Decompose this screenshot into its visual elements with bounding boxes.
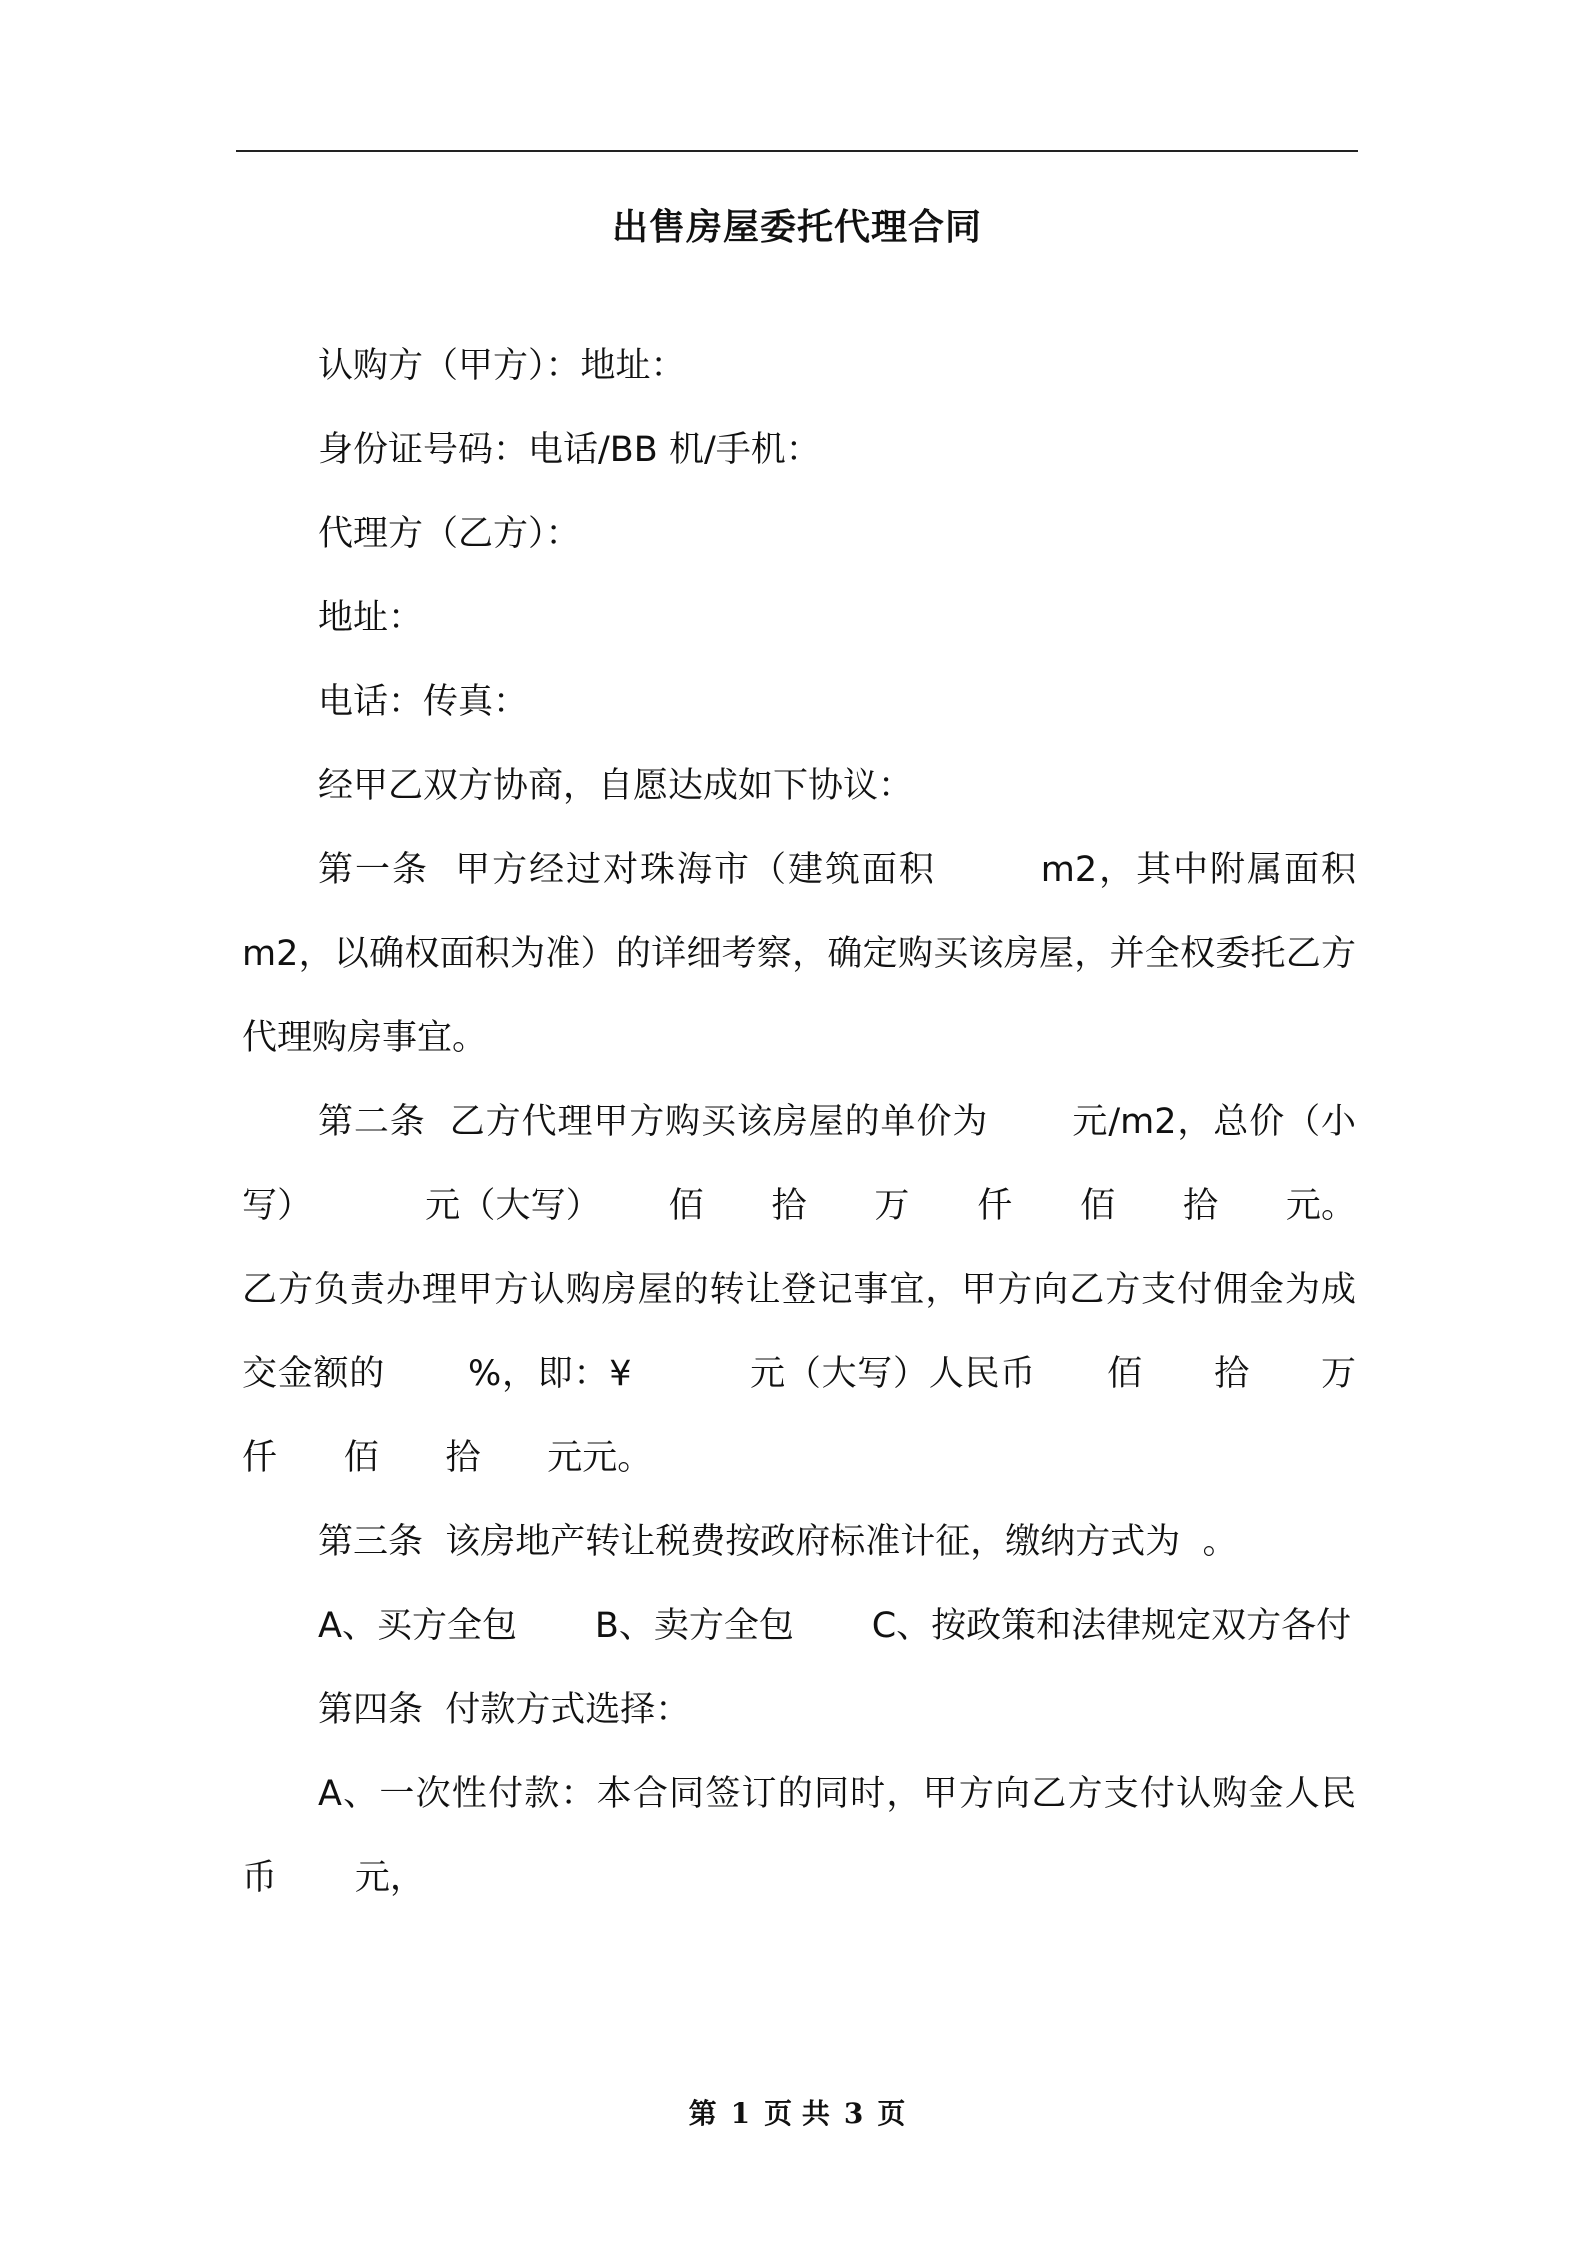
- header-rule: [236, 150, 1358, 152]
- document-title: 出售房屋委托代理合同: [611, 207, 982, 248]
- paragraph-agent-phone-fax: 电话：传真：: [318, 682, 529, 722]
- paragraph-agreement-intro: 经甲乙双方协商，自愿达成如下协议：: [318, 766, 914, 806]
- paragraph-agent-address: 地址：: [318, 598, 424, 638]
- tax-payment-options: A、买方全包 B、卖方全包 C、按政策和法律规定双方各付: [318, 1606, 1352, 1646]
- article-four: 第四条 付款方式选择：: [318, 1690, 691, 1730]
- footer-current-page: 1: [730, 2097, 751, 2130]
- article-three: 第三条 该房地产转让税费按政府标准计征，缴纳方式为 。: [318, 1522, 1238, 1562]
- paragraph-agent: 代理方（乙方）：: [318, 514, 581, 554]
- article-two: 第二条 乙方代理甲方购买该房屋的单价为 元/m2，总价（小写） 元（大写） 佰 拾 万 仟 佰 拾 元。乙方负责办理甲方认购房屋的转让登记事宜，甲方向乙方支付佣金为成交金额的 %，即：¥ 元（大写）人民币 佰 拾 万 仟 佰 拾 元元。: [242, 1102, 1423, 1478]
- article-one: 第一条 甲方经过对珠海市（建筑面积 m2，其中附属面积 m2，以确权面积为准）的详细考察，确定购买该房屋，并全权委托乙方代理购房事宜。: [242, 850, 1446, 1058]
- contract-body: [242, 324, 1446, 1920]
- footer-page-prefix: 第: [688, 2097, 717, 2130]
- footer-total-pages: 3: [843, 2097, 864, 2130]
- paragraph-buyer-address: 认购方（甲方）：地址：: [318, 346, 686, 386]
- footer-page-suffix: 页: [877, 2097, 906, 2130]
- paragraph-id-phone: 身份证号码：电话/BB 机/手机：: [318, 430, 821, 470]
- page-footer: [236, 2092, 1358, 2136]
- footer-page-middle: 页 共: [764, 2097, 830, 2130]
- one-time-payment-option: A、一次性付款：本合同签订的同时，甲方向乙方支付认购金人民币 元，: [242, 1774, 1356, 1898]
